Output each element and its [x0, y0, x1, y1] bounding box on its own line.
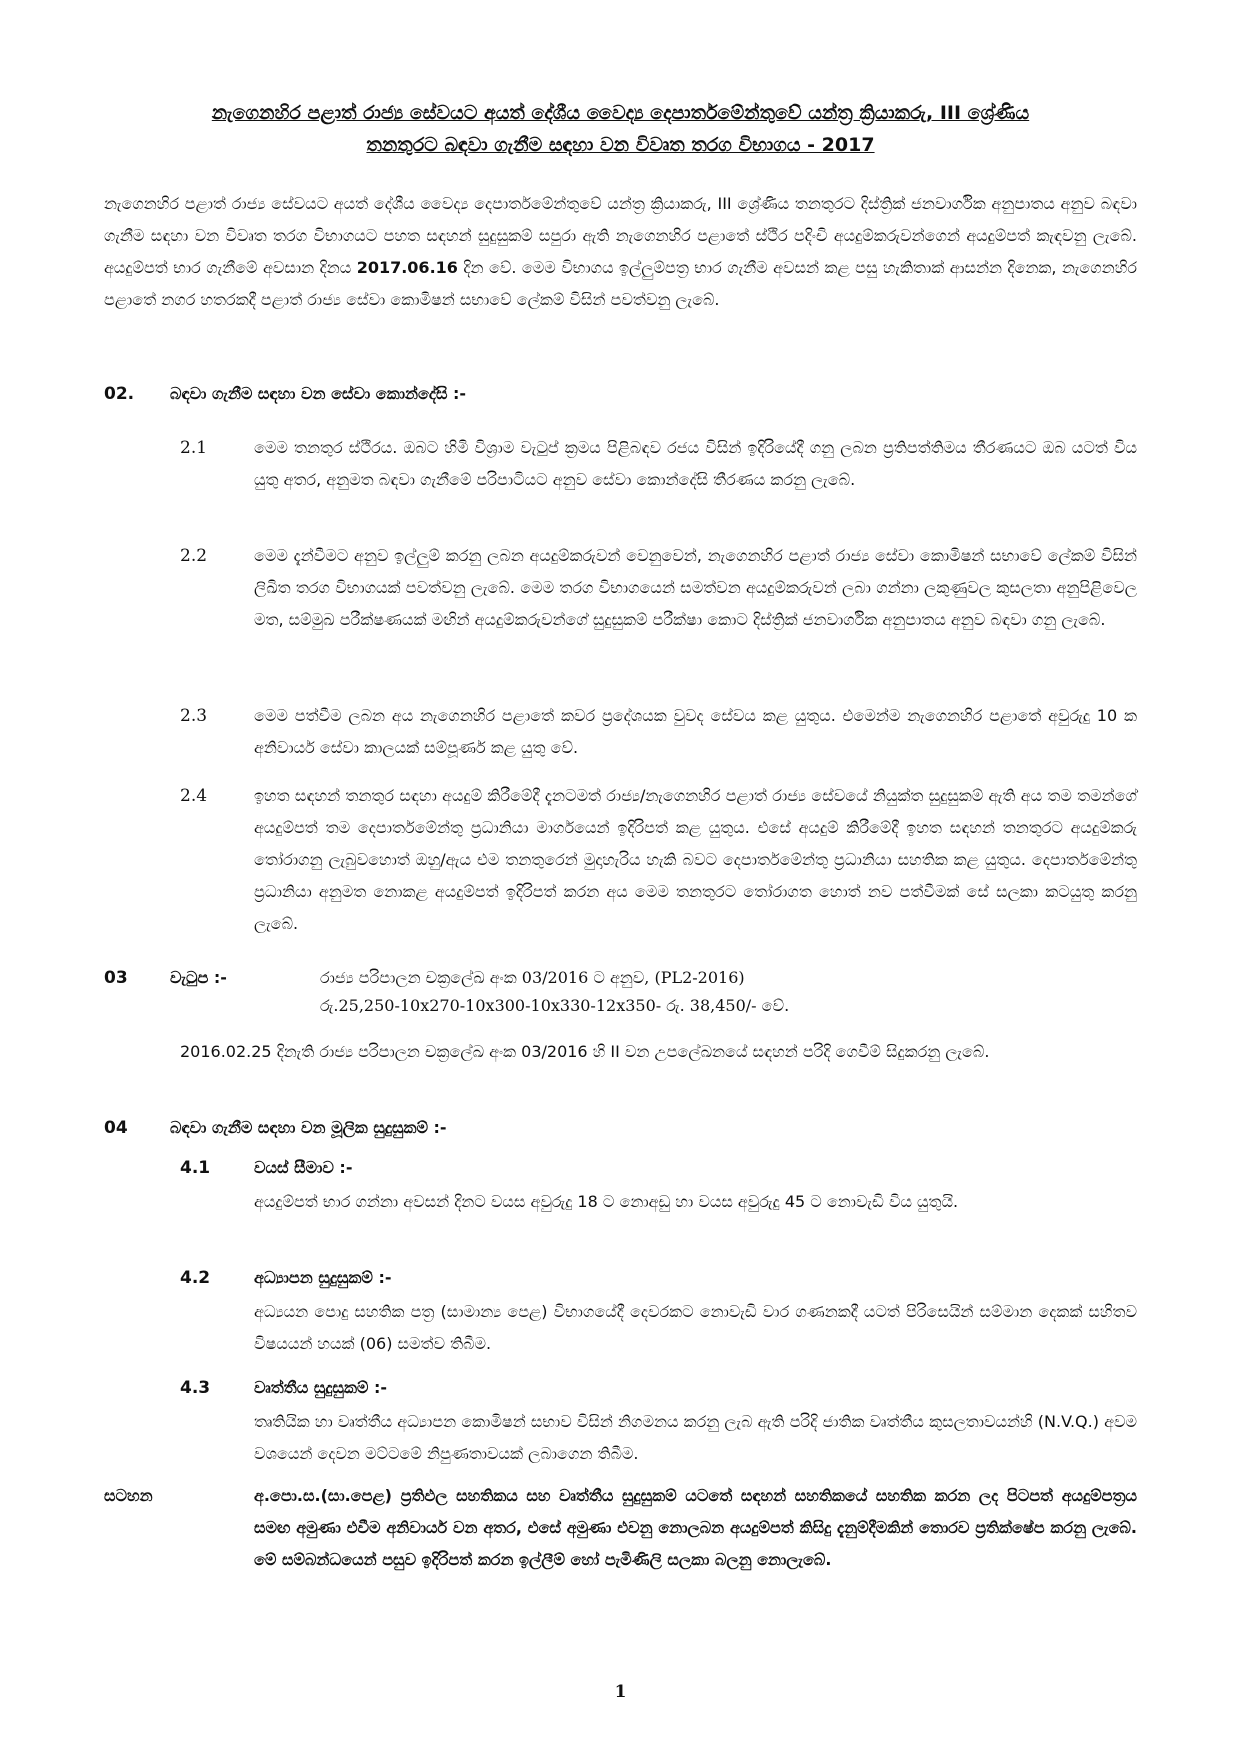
item-2-1-number: 2.1 [180, 438, 208, 458]
salary-note: 2016.02.25 දිනැති රාජ්‍ය පරිපාලන චක්‍රලේඛ අංක 03/2016 හි II වන උපලේඛනයේ සඳහන් පරිදි ගෙවීම් සිදුකරනු ලැබේ. [180, 1042, 990, 1061]
page-number: 1 [614, 1682, 627, 1702]
note-label: සටහන [104, 1486, 153, 1505]
item-4-2-text: අධ්‍යයන පොදු සහතික පත්‍ර (සාමාන්‍ය පෙළ) විභාගයේදී දෙවරකට නොවැඩි වාර ගණනකදී යටත් පිරිසෙයින් සම්මාන දෙකක් සහිතව විෂයයන් හයක් (06) සමත්ව තිබීම. [254, 1302, 1137, 1353]
intro-text-after: දින වේ. මෙම විභාගය ඉල්ලුම්පත්‍ර භාර ගැනීම අවසන් කළ පසු හැකිතාක් ආසන්න දිනෙක, නැගෙනහිර පළාතේ නගර හතරකදී පළාත් රාජ්‍ය සේවා කොමිෂන් සභාවේ ලේකම් විසින් පවත්වනු ලැබේ. [104, 258, 1137, 309]
section-3-number: 03 [104, 968, 128, 988]
item-2-3-text: මෙම පත්වීම ලබන අය නැගෙනහිර පළාතේ කවර ප්‍රදේශයක වුවද සේවය කළ යුතුය. එමෙන්ම නැගෙනහිර පළාතේ අවුරුදු 10 ක අනිවාර්ය සේවා කාලයක් සම්පූර්ණ කළ යුතු වේ. [254, 706, 1137, 757]
item-4-1-heading: වයස් සීමාව :- [254, 1158, 353, 1177]
intro-text-before: නැගෙනහිර පළාත් රාජ්‍ය සේවයට අයත් දේශීය වෛද්‍ය දෙපාර්තමේන්තුවේ යන්ත්‍ර ක්‍රියාකරු, III ශ්‍රේණිය තනතුරට දිස්ත්‍රික් ජනවාර්ගික අනුපාතය අනුව බඳවා ගැනීම සඳහා වන විවෘත තරග විභාගයට පහත සඳහන් සුදුසුකම් සපුරා ඇති නැගෙනහිර පළාතේ ස්ථිර පදිංචි අයදුම්කරුවන්ගෙන් අයදුම්පත් කැඳවනු ලැබේ. අයදුම්පත් භාර ගැනීමේ අවසාන දිනය [104, 194, 1137, 277]
note-text: අ.පො.ස.(සා.පෙළ) ප්‍රතිඵල සහතිකය සහ වෘත්තීය සුදුසුකම් යටතේ සඳහන් සහතිකයේ සහතික කරන ලද පිටපත් අයදුම්පත්‍රය සමඟ අමුණා එවීම අනිවාර්ය වන අතර, එසේ අමුණා එවනු නොලබන අයදුම්පත් කිසිදු දැනුම්දීමකින් තොරව ප්‍රතික්ෂේප කරනු ලැබේ. මේ සම්බන්ධයෙන් පසුව ඉදිරිපත් කරන ඉල්ලීම් හෝ පැමිණිලි සලකා බලනු නොලැබේ. [254, 1486, 1137, 1569]
item-4-2-heading: අධ්‍යාපන සුදුසුකම් :- [254, 1268, 392, 1287]
document-title-line-2: තනතුරට බඳවා ගැනීම සඳහා වන විවෘත තරග විභාගය - 2017 [366, 134, 875, 156]
section-4-heading: බඳවා ගැනීම සඳහා වන මූලික සුදුසුකම් :- [170, 1118, 447, 1137]
section-2-number: 02. [104, 384, 135, 404]
item-2-2-text: මෙම දැන්වීමට අනුව ඉල්ලුම් කරනු ලබන අයදුම්කරුවන් වෙනුවෙන්, නැගෙනහිර පළාත් රාජ්‍ය සේවා කොමිෂන් සභාවේ ලේකම් විසින් ලිඛිත තරග විභාගයක් පවත්වනු ලැබේ. මෙම තරග විභාගයෙන් සමත්වන අයදුම්කරුවන් ලබා ගන්නා ලකුණුවල කුසලතා අනුපිළිවෙල මත, සම්මුඛ පරීක්ෂණයක් මඟින් අයදුම්කරුවන්ගේ සුදුසුකම් පරීක්ෂා කොට දිස්ත්‍රික් ජනවාර්ගික අනුපාතය අනුව බඳවා ගනු ලැබේ. [254, 546, 1137, 629]
item-4-3-text: තෘතියික හා වෘත්තීය අධ්‍යාපන කොමිෂන් සභාව විසින් නිගමනය කරනු ලැබ ඇති පරිදි ජාතික වෘත්තීය කුසලතාවයන්හි (N.V.Q.) අවම වශයෙන් දෙවන මට්ටමේ නිපුණතාවයක් ලබාගෙන තිබීම. [254, 1412, 1137, 1463]
section-4-number: 04 [104, 1118, 128, 1138]
item-4-3-heading: වෘත්තීය සුදුසුකම් :- [254, 1378, 388, 1397]
item-2-4-number: 2.4 [180, 786, 208, 806]
item-4-3-number: 4.3 [180, 1378, 211, 1398]
document-title-line-1: නැගෙනහිර පළාත් රාජ්‍ය සේවයට අයත් දේශීය වෛද්‍ය දෙපාර්තමේන්තුවේ යන්ත්‍ර ක්‍රියාකරු, III ශ්‍රේණිය [211, 102, 1030, 124]
closing-date: 2017.06.16 [356, 258, 458, 277]
intro-paragraph [104, 188, 1137, 316]
item-2-2-number: 2.2 [180, 546, 208, 566]
item-4-1-number: 4.1 [180, 1158, 211, 1178]
salary-scale-line: රු.25,250-10x270-10x300-10x330-12x350- රු. 38,450/- වේ. [320, 996, 790, 1015]
item-2-4-text: ඉහත සඳහන් තනතුර සඳහා අයදුම් කිරීමේදී දැනටමත් රාජ්‍ය/නැගෙනහිර පළාත් රාජ්‍ය සේවයේ නියුක්ත සුදුසුකම් ඇති අය තම තමන්ගේ අයදුම්පත් තම දෙපාර්තමේන්තු ප්‍රධානියා මාර්ගයෙන් ඉදිරිපත් කළ යුතුය. එසේ අයදුම් කිරීමේදී ඉහත සඳහන් තනතුරට අයදුම්කරු තෝරාගනු ලැබුවහොත් ඔහු/ඇය එම තනතුරෙන් මුදාහැරිය හැකි බවට දෙපාර්තමේන්තු ප්‍රධානියා සහතික කළ යුතුය. දෙපාර්තමේන්තු ප්‍රධානියා අනුමත නොකළ අයදුම්පත් ඉදිරිපත් කරන අය මෙම තනතුරට තෝරාගත හොත් නව පත්වීමක් සේ සලකා කටයුතු කරනු ලැබේ. [254, 786, 1137, 933]
section-2-heading: බඳවා ගැනීම සඳහා වන සේවා කොන්දේසි :- [170, 384, 467, 403]
item-4-2-number: 4.2 [180, 1268, 211, 1288]
item-2-3-number: 2.3 [180, 706, 208, 726]
salary-line-1: රාජ්‍ය පරිපාලන චක්‍රලේඛ අංක 03/2016 ට අනුව, (PL2-2016) [320, 968, 745, 987]
section-3-heading: වැටුප :- [170, 968, 227, 987]
item-4-1-text: අයදුම්පත් භාර ගන්නා අවසන් දිනට වයස අවුරුදු 18 ට නොඅඩු හා වයස අවුරුදු 45 ට නොවැඩි විය යුතුයි. [254, 1192, 959, 1211]
item-2-1-text: මෙම තනතුර ස්ථිරය. ඔබට හිමි විශ්‍රාම වැටුප් ක්‍රමය පිළිබඳව රජය විසින් ඉදිරියේදී ගනු ලබන ප්‍රතිපත්තිමය තීරණයට ඔබ යටත් විය යුතු අතර, අනුමත බඳවා ගැනීමේ පරිපාටියට අනුව සේවා කොන්දේසි තීරණය කරනු ලැබේ. [254, 438, 1137, 489]
